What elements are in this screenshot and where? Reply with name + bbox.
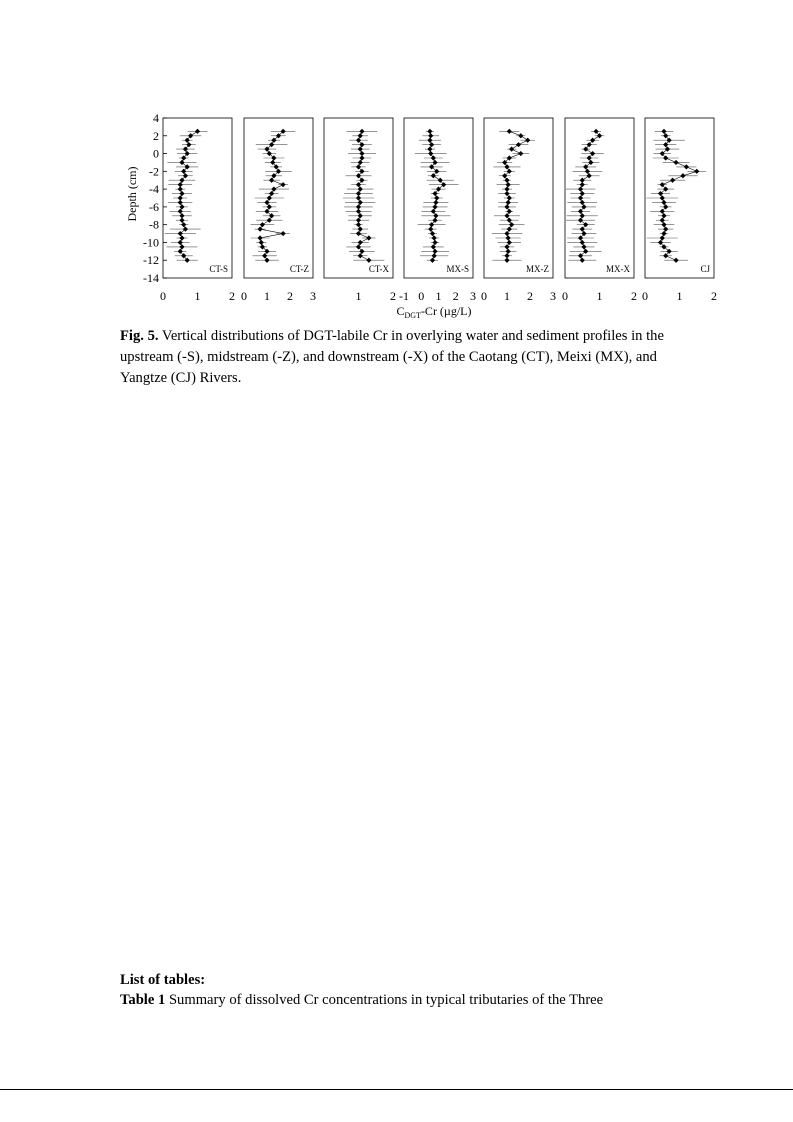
- x-tick-label: 1: [676, 289, 683, 303]
- data-point: [504, 204, 509, 209]
- table-1-entry: [120, 990, 720, 1010]
- data-point: [359, 178, 364, 183]
- data-point: [358, 213, 363, 218]
- data-point: [658, 240, 663, 245]
- data-point: [661, 129, 666, 134]
- data-point: [506, 200, 511, 205]
- data-point: [578, 187, 583, 192]
- data-point: [661, 213, 666, 218]
- data-point: [178, 249, 183, 254]
- y-tick-label: 2: [153, 128, 159, 143]
- x-tick-label: 0: [562, 289, 568, 303]
- caption-label: Fig. 5.: [120, 328, 159, 344]
- figure-caption: [120, 326, 680, 389]
- data-point: [661, 231, 666, 236]
- data-point: [507, 209, 512, 214]
- data-point: [356, 138, 361, 143]
- panel-label: CT-S: [209, 264, 228, 274]
- data-point: [507, 129, 512, 134]
- data-point: [506, 182, 511, 187]
- x-tick-label: 2: [229, 289, 235, 303]
- data-point: [195, 129, 200, 134]
- data-point: [431, 173, 436, 178]
- data-point: [680, 173, 685, 178]
- data-point: [366, 258, 371, 263]
- data-point: [660, 182, 665, 187]
- data-point: [183, 147, 188, 152]
- profile-line-mx-z: [505, 131, 528, 260]
- y-axis-title: Depth (cm): [125, 166, 139, 222]
- y-tick-label: -14: [143, 271, 159, 285]
- list-of-tables: [120, 970, 720, 1010]
- x-tick-label: 1: [264, 289, 270, 303]
- data-point: [185, 138, 190, 143]
- x-tick-label: 0: [241, 289, 247, 303]
- data-point: [429, 142, 434, 147]
- x-tick-label: 1: [435, 289, 442, 303]
- data-point: [507, 195, 512, 200]
- data-point: [178, 209, 183, 214]
- profile-line-mx-x: [581, 131, 600, 260]
- data-point: [358, 200, 363, 205]
- data-point: [271, 187, 276, 192]
- data-point: [580, 227, 585, 232]
- data-point: [427, 138, 432, 143]
- data-point: [580, 178, 585, 183]
- data-point: [281, 182, 286, 187]
- data-point: [428, 151, 433, 156]
- data-point: [430, 231, 435, 236]
- data-point: [506, 249, 511, 254]
- data-point: [663, 133, 668, 138]
- data-point: [178, 200, 183, 205]
- data-point: [260, 222, 265, 227]
- data-point: [179, 235, 184, 240]
- data-point: [366, 235, 371, 240]
- data-point: [518, 133, 523, 138]
- data-point: [181, 222, 186, 227]
- x-tick-label: 2: [631, 289, 637, 303]
- panel-label: MX-S: [446, 264, 469, 274]
- panel-label: CT-X: [368, 264, 389, 274]
- data-point: [267, 204, 272, 209]
- y-tick-label: 0: [153, 146, 159, 161]
- data-point: [590, 138, 595, 143]
- data-point: [504, 258, 509, 263]
- data-point: [359, 169, 364, 174]
- data-point: [181, 169, 186, 174]
- x-tick-label: 2: [390, 289, 396, 303]
- data-point: [359, 155, 364, 160]
- table-1-label: Table 1: [120, 992, 166, 1008]
- x-tick-label: 2: [711, 289, 717, 303]
- y-tick-label: -8: [149, 217, 159, 232]
- y-tick-label: -10: [143, 235, 159, 250]
- panel-frame-ct-s: [163, 118, 232, 278]
- data-point: [660, 235, 665, 240]
- data-point: [580, 191, 585, 196]
- depth-profile-charts: [0, 0, 793, 320]
- data-point: [274, 164, 279, 169]
- x-tick-label: 1: [194, 289, 201, 303]
- data-point: [684, 164, 689, 169]
- data-point: [590, 151, 595, 156]
- panel-label: MX-Z: [526, 264, 549, 274]
- data-point: [504, 253, 509, 258]
- data-point: [507, 240, 512, 245]
- profile-line-cj: [661, 131, 697, 260]
- data-point: [356, 191, 361, 196]
- data-point: [663, 142, 668, 147]
- data-point: [267, 195, 272, 200]
- data-point: [356, 182, 361, 187]
- x-tick-label: 1: [355, 289, 362, 303]
- data-point: [188, 133, 193, 138]
- data-point: [507, 227, 512, 232]
- x-axis-title: $C_{DGT}-Cr$ (µg/L): [396, 304, 472, 320]
- data-point: [183, 173, 188, 178]
- data-point: [580, 213, 585, 218]
- data-point: [504, 178, 509, 183]
- data-point: [504, 191, 509, 196]
- data-point: [578, 195, 583, 200]
- data-point: [673, 258, 678, 263]
- data-point: [356, 231, 361, 236]
- y-tick-label: 4: [153, 111, 159, 125]
- data-point: [694, 169, 699, 174]
- data-point: [427, 147, 432, 152]
- x-tick-label: 1: [504, 289, 510, 303]
- data-point: [583, 147, 588, 152]
- data-point: [262, 253, 267, 258]
- data-point: [428, 227, 433, 232]
- data-point: [178, 240, 183, 245]
- y-tick-label: -4: [149, 182, 159, 197]
- data-point: [269, 178, 274, 183]
- data-point: [359, 151, 364, 156]
- data-point: [179, 213, 184, 218]
- data-point: [356, 195, 361, 200]
- data-point: [356, 222, 361, 227]
- tables-heading: List of tables:: [120, 972, 206, 988]
- data-point: [438, 178, 443, 183]
- table-1-text: Summary of dissolved Cr concentrations in typical tributaries of the Three: [165, 992, 604, 1008]
- data-point: [185, 151, 190, 156]
- data-point: [661, 200, 666, 205]
- panel-label: CT-Z: [289, 264, 309, 274]
- data-point: [433, 200, 438, 205]
- data-point: [431, 209, 436, 214]
- data-point: [269, 191, 274, 196]
- x-tick-label: 3: [550, 289, 556, 303]
- data-point: [259, 240, 264, 245]
- data-point: [581, 244, 586, 249]
- data-point: [581, 231, 586, 236]
- data-point: [258, 235, 263, 240]
- y-tick-label: -6: [149, 199, 159, 214]
- data-point: [597, 133, 602, 138]
- y-tick-label: -2: [149, 164, 159, 179]
- data-point: [179, 191, 184, 196]
- data-point: [509, 147, 514, 152]
- data-point: [504, 187, 509, 192]
- data-point: [433, 213, 438, 218]
- data-point: [432, 160, 437, 165]
- data-point: [358, 253, 363, 258]
- data-point: [181, 253, 186, 258]
- data-point: [432, 249, 437, 254]
- data-point: [585, 169, 590, 174]
- data-point: [281, 231, 286, 236]
- data-point: [578, 209, 583, 214]
- data-point: [660, 218, 665, 223]
- data-point: [509, 222, 514, 227]
- x-tick-label: 0: [481, 289, 487, 303]
- data-point: [660, 209, 665, 214]
- data-point: [525, 138, 530, 143]
- x-tick-label: 2: [527, 289, 533, 303]
- x-tick-label: 0: [642, 289, 648, 303]
- data-point: [179, 204, 184, 209]
- data-point: [359, 142, 364, 147]
- data-point: [587, 155, 592, 160]
- data-point: [661, 222, 666, 227]
- data-point: [581, 204, 586, 209]
- data-point: [359, 249, 364, 254]
- data-point: [358, 147, 363, 152]
- data-point: [427, 129, 432, 134]
- data-point: [356, 204, 361, 209]
- data-point: [432, 235, 437, 240]
- data-point: [673, 160, 678, 165]
- data-point: [431, 244, 436, 249]
- data-point: [179, 178, 184, 183]
- data-point: [660, 195, 665, 200]
- data-point: [264, 200, 269, 205]
- data-point: [358, 133, 363, 138]
- data-point: [667, 138, 672, 143]
- data-point: [504, 213, 509, 218]
- data-point: [580, 240, 585, 245]
- data-point: [186, 142, 191, 147]
- data-point: [580, 200, 585, 205]
- data-point: [432, 218, 437, 223]
- caption-text: Vertical distributions of DGT-labile Cr in overlying water and sediment profiles in the upstream (-S), midstream (-Z), and downstream (-X) of the Caotang (CT), Meixi (MX), and Yangtze (CJ) Rivers.: [120, 328, 664, 386]
- data-point: [578, 235, 583, 240]
- data-point: [518, 151, 523, 156]
- data-point: [587, 173, 592, 178]
- data-point: [504, 164, 509, 169]
- x-tick-label: 1: [596, 289, 603, 303]
- data-point: [593, 129, 598, 134]
- data-point: [670, 178, 675, 183]
- data-point: [580, 258, 585, 263]
- data-point: [432, 240, 437, 245]
- data-point: [663, 253, 668, 258]
- panel-label: CJ: [700, 264, 710, 274]
- x-tick-label: 0: [160, 289, 166, 303]
- data-point: [432, 191, 437, 196]
- data-point: [430, 258, 435, 263]
- data-point: [504, 231, 509, 236]
- data-point: [358, 227, 363, 232]
- data-point: [185, 258, 190, 263]
- data-point: [356, 164, 361, 169]
- data-point: [267, 218, 272, 223]
- panel-frame-mx-z: [484, 118, 553, 278]
- data-point: [580, 182, 585, 187]
- data-point: [434, 195, 439, 200]
- data-point: [358, 160, 363, 165]
- data-point: [663, 227, 668, 232]
- data-point: [181, 155, 186, 160]
- data-point: [270, 160, 275, 165]
- data-point: [507, 218, 512, 223]
- footer-rule: [0, 1089, 793, 1090]
- x-tick-label: 2: [287, 289, 293, 303]
- data-point: [431, 155, 436, 160]
- data-point: [359, 129, 364, 134]
- data-point: [516, 142, 521, 147]
- data-point: [356, 244, 361, 249]
- y-tick-label: -12: [143, 253, 159, 268]
- x-tick-label: 2: [452, 289, 459, 303]
- data-point: [178, 182, 183, 187]
- x-tick-label: 3: [310, 289, 316, 303]
- data-point: [504, 244, 509, 249]
- data-point: [663, 204, 668, 209]
- data-point: [429, 222, 434, 227]
- data-point: [178, 187, 183, 192]
- data-point: [264, 258, 269, 263]
- data-point: [428, 133, 433, 138]
- data-point: [179, 244, 184, 249]
- x-tick-label: 0: [418, 289, 425, 303]
- profile-line-ct-s: [180, 131, 197, 260]
- data-point: [178, 195, 183, 200]
- panel-label: MX-X: [606, 264, 630, 274]
- data-point: [356, 218, 361, 223]
- data-point: [358, 187, 363, 192]
- data-point: [663, 155, 668, 160]
- data-point: [506, 235, 511, 240]
- data-point: [432, 204, 437, 209]
- x-tick-label: -1: [399, 289, 409, 303]
- x-tick-label: 3: [470, 289, 476, 303]
- data-point: [356, 209, 361, 214]
- data-point: [356, 173, 361, 178]
- data-point: [358, 240, 363, 245]
- data-point: [432, 253, 437, 258]
- data-point: [587, 142, 592, 147]
- figure-5: [0, 0, 793, 320]
- data-point: [258, 227, 263, 232]
- data-point: [179, 218, 184, 223]
